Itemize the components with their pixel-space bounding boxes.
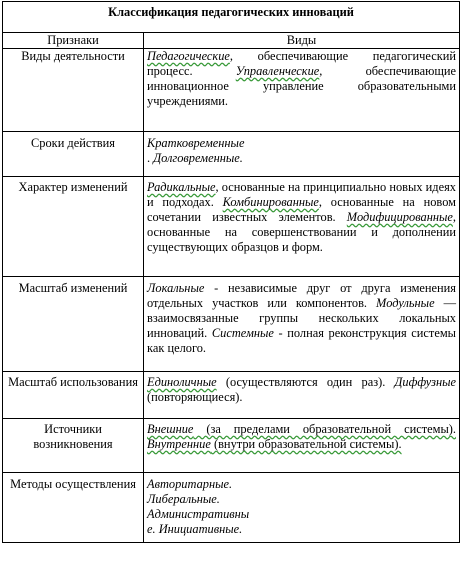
table-row [3,177,460,277]
kind-text-segment: , основанные на совершенствовании и дополнении существующих образцов и форм. [147,210,456,254]
table-row [3,372,460,419]
header-row [3,33,460,49]
feature-cell: Масштаб изменений [3,277,144,372]
kinds-cell [144,372,460,419]
kind-text-segment: Административны [147,507,250,521]
classification-table [2,1,460,543]
kind-text-segment: Кратковременные [147,136,245,150]
kind-text-segment: (за пределами образовательной системы). [193,422,456,436]
kind-text-segment: (осуществляются один раз). [216,375,395,389]
kinds-cell [144,473,460,543]
kind-text-segment: Долговременные. [153,151,243,165]
kinds-cell [144,49,460,132]
kind-text-segment: Либеральные. [147,492,220,506]
feature-cell: Методы осуществления [3,473,144,543]
header-kinds: Виды [144,33,460,49]
kind-text-segment: Внутренние [147,437,211,451]
feature-cell: Источники возникновения [3,419,144,473]
kind-text-segment: Внешние [147,422,194,436]
kind-text-segment: Педагогические [147,49,230,63]
feature-cell: Масштаб использования [3,372,144,419]
kind-text-segment: . [147,151,154,165]
kind-text-segment: , основанные на новом сочетании известных элементов. [147,195,456,224]
kind-text-segment: — взаимосвязанные группы нескольких локальных инноваций. [147,296,456,340]
kind-text-segment: Модульные [376,296,435,310]
kind-text-segment: - независимые друг от друга изменения отдельных участков или компонентов. [147,281,456,310]
kind-text-segment: Диффузные [394,375,456,389]
kinds-cell [144,277,460,372]
kind-text-segment: (повторяющиеся). [147,390,243,404]
kind-text-segment: Системные [211,326,274,340]
table-row [3,419,460,473]
table-row [3,277,460,372]
kind-text-segment: , основанные на принципиально новых идеях и подходах. [147,180,456,209]
kinds-cell [144,177,460,277]
kind-text-segment: - полная реконструкция системы как целого. [147,326,456,355]
kind-text-segment: Авторитарные. [147,477,233,491]
feature-cell: Виды деятельности [3,49,144,132]
kind-text-segment: Единоличные [147,375,217,389]
kind-text-segment: , обеспечивающие педагогический процесс. [147,49,456,78]
title-row [3,2,460,33]
kinds-cell [144,419,460,473]
kind-text-segment: Радикальные [147,180,216,194]
kinds-cell [144,132,460,177]
table-title: Классификация педагогических инноваций [3,2,460,33]
table-row [3,132,460,177]
feature-cell: Характер изменений [3,177,144,277]
table-row [3,49,460,132]
kind-text-segment: Комбинированные [222,195,319,209]
kind-text-segment: , обеспечивающие инновационное управление образовательными учреждениями. [147,64,457,108]
kind-text-segment: Модифицированные [346,210,453,224]
table-row [3,473,460,543]
header-features: Признаки [3,33,144,49]
kind-text-segment: Локальные [147,281,205,295]
kind-text-segment: Управленческие [235,64,320,78]
feature-cell: Сроки действия [3,132,144,177]
kind-text-segment: е. Инициативные. [147,522,243,536]
kind-text-segment: (внутри образовательной системы). [210,437,402,451]
